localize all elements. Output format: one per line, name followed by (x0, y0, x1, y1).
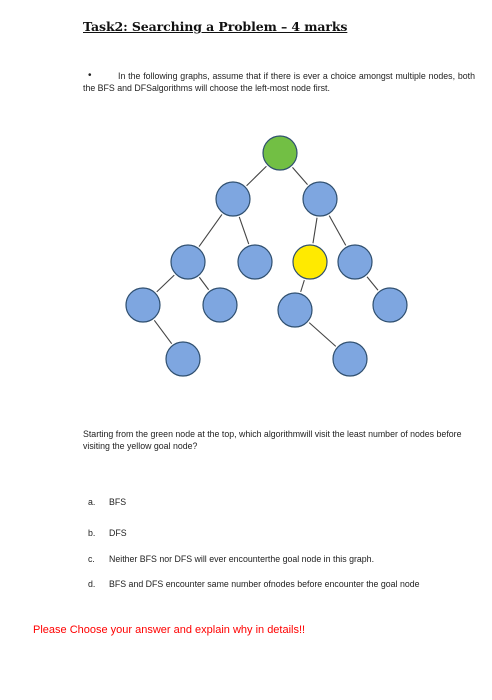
graph-node-l1-left (216, 182, 250, 216)
graph-node-l4-b (333, 342, 367, 376)
graph-edge-l2-d-l3-d (367, 277, 378, 291)
graph-node-l2-a (171, 245, 205, 279)
graph-edge-root-l1-right (292, 167, 307, 184)
graph-edge-l3-c-l4-b (309, 323, 336, 347)
graph-node-l3-d (373, 288, 407, 322)
graph-edge-l1-left-l2-a (199, 214, 222, 246)
goal-node-l2-c (293, 245, 327, 279)
graph-node-l2-d (338, 245, 372, 279)
question-text: Starting from the green node at the top, which algorithmwill visit the least number of nodes before visiting the yellow goal node? (83, 429, 462, 451)
graph-edge-l1-right-l2-d (329, 216, 346, 246)
graph-node-l3-b (203, 288, 237, 322)
option-c-text: Neither BFS nor DFS will ever encounterthe goal node in this graph. (109, 554, 375, 564)
graph-edge-root-l1-left (247, 166, 267, 185)
answer-prompt: Please Choose your answer and explain why in details!! (33, 624, 306, 636)
start-node-root (263, 136, 297, 170)
graph-node-l3-a (126, 288, 160, 322)
bullet-dot-icon: • (88, 70, 92, 81)
option-c-letter: c. (88, 554, 95, 564)
task-title: Task2: Searching a Problem – 4 marks (83, 19, 348, 34)
option-a-text: BFS (109, 497, 127, 507)
option-b-text: DFS (109, 528, 127, 538)
graph-edge-l2-c-l3-c (301, 280, 305, 292)
option-a-letter: a. (88, 497, 96, 507)
graph-edge-l2-a-l3-b (199, 277, 208, 290)
graph-node-l2-b (238, 245, 272, 279)
instruction-text: In the following graphs, assume that if there is ever a choice amongst multiple nodes, both the BFS and DFSalgorithms will choose the left-most node first. (83, 71, 475, 93)
graph-node-l3-c (278, 293, 312, 327)
option-b-letter: b. (88, 528, 96, 538)
graph-edge-l1-right-l2-c (313, 218, 317, 243)
graph-edge-l2-a-l3-a (157, 275, 175, 292)
graph-node-l4-a (166, 342, 200, 376)
graph-edge-l1-left-l2-b (239, 217, 248, 244)
option-d-text: BFS and DFS encounter same number ofnodes before encounter the goal node (109, 579, 420, 589)
graph-edge-l3-a-l4-a (154, 320, 171, 343)
option-d-letter: d. (88, 579, 96, 589)
graph-node-l1-right (303, 182, 337, 216)
